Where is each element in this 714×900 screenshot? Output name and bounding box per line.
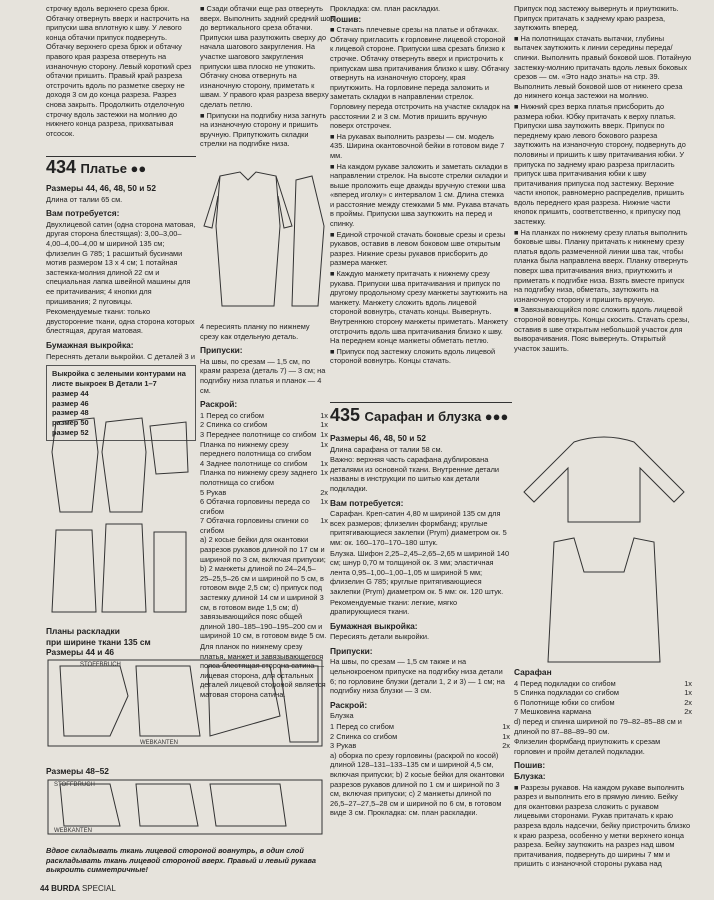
list-item: 1 Перед со сгибом 1x	[200, 410, 328, 420]
materials-heading: Вам потребуется:	[46, 208, 120, 219]
column-2	[200, 4, 336, 150]
text-block: ■ Разрезы рукавов. На каждом рукаве выполнить разрез и выполнить его в прямую линию. Бейку для окантовки разреза сложить с рукавом лицевыми сторонами. Рукав притачать к краю разреза вдоль надсечки, бейку пристрочить близко к краю разреза, особенно у метки верхнего конца разреза. Бейку заутюжить на разрез над швом притачивания, подвернуть до ширины 7 мм и пришить с изнаночной стороны рукава над	[514, 782, 691, 869]
note: Важно: верхняя часть сарафана дублирована деталями из основной ткани. Внутренние детали названы в инструкции по шитью как детали подкладки.	[330, 455, 500, 493]
list-item: 6 Полотнище юбки со сгибом 2x	[514, 697, 692, 707]
pattern-text: Пересиять детали выкройки.	[330, 632, 430, 642]
list-item: Планка по нижнему срезу переднего полотнища со сгибом 1x	[200, 439, 328, 459]
pattern-heading: Бумажная выкройка:	[46, 339, 134, 350]
layout-note: Вдвое складывать ткань лицевой стороной вовнутрь, в один слой раскладывать ткань лицевой стороной вверх. Правый и левый рукава выкроить симметричные!	[46, 846, 316, 875]
text-block: ■ Сзади обтачки еще раз отвернуть вверх. Выполнить задний средний шов до вертикального среза обтачки. Припуски шва разутюжить сверху до начала шагового закругления. На участке шагового закругления припуски шва плоско не утюжить. Обтачку снова отвернуть на изнаночную сторону, приметать к швам. У правого края разреза вверху сделать петлю.	[200, 4, 335, 109]
list-item: 3 Рукав 2x	[330, 741, 510, 751]
materials: Сарафан. Креп-сатин 4,80 м шириной 135 см для всех размеров; флизелин формбанд; круглые притягивающиеся заклепки (Prym) диаметром ок. 5 мм: ок. 160–170–170–180 штук.	[330, 509, 507, 547]
text-block: а) 2 косые бейки для окантовки разрезов рукавов длиной по 17 см и шириной по 3 см, включая припуски; b) 2 манжеты длиной по 24–24,5–25–25,5–26 см и шириной по 5 см, в готовом виде 2,5 см; c) припуск под застежку длиной 14 см и шириной 3 см, в готовом виде 1,5 см; d) завязывающийся пояс общей длиной 180–185–190–195–200 см и шириной 10 см, в готовом виде 5 см.	[200, 535, 327, 641]
text-block: ■ На полотнищах стачать вытачки, глубины вытачек заутюжить к линии середины переда/спинки. Выполнить правый боковой шов. Потайную застежку-молнию притачать вдоль левых боковых срезов — см. «Это надо знать» на стр. 39. Выполнить левый боковой шов от нижнего среза до нижнего конца застежки на молнию.	[514, 33, 692, 101]
text-block: d) перед и спинка шириной по 79–82–85–88 см и длиной по 87–88–89–90 см.	[514, 716, 682, 736]
sizes: Размеры 46, 48, 50 и 52	[330, 433, 427, 443]
dress-sketch	[200, 166, 328, 316]
text-block: ■ Нижний срез верха платья присборить до размера юбки. Юбку притачать к верху платья. Припуски шва заутюжить вверх. Припуск по переднему краю левого бокового разреза заутюжить на изнаночную сторону, подвернуть до половины и пришить к шву притачивания юбки. У припуска по заднему краю разреза пригласить припуск шва притачивания юбки к шву притачивания припуска под застежку. Верхние части кнопок, равномерно распределив, пришить вдоль переднего края разреза. Нижние части кнопок пришить, соответственно, к припуску под застежку.	[514, 101, 686, 227]
column-1	[46, 4, 196, 139]
text-block: ■ Единой строчкой стачать боковые срезы и срезы рукавов, оставив в левом боковом шве открытым разрез. Нижние срезы рукавов присборить до размера манжет.	[330, 229, 506, 268]
model-434-instructions	[200, 322, 328, 701]
allowances-heading: Припуски:	[200, 345, 243, 356]
cutting-heading: Раскрой:	[200, 399, 238, 410]
materials-blouse: Блузка. Шифон 2,25–2,45–2,65–2,65 м шириной 140 см; шнур 0,70 м толщиной ок. 3 мм; эластичная лента 0,95–1,00–1,00–1,05 м шириной 5 мм; флизелин G 785; круглые притягивающиеся заклепки (Prym) диаметром ок. 5 мм: ок. 120 штук.	[330, 548, 510, 596]
column-4	[514, 4, 692, 354]
text-block: ■ На планках по нижнему срезу платья выполнить боковые швы. Планку притачать к нижнему срезу платья вдоль размеченной линии шва так, чтобы планка была направлена вверх. Планку отвернуть поверх шва притачивания вниз, приутюжить и приметать к подгибке низа. Взять вместе припуск на подгибку низа, обметать, заутюжить на изнаночную сторону и пришить вручную.	[514, 227, 688, 304]
size-44: размер 44	[52, 389, 89, 399]
size-48: размер 48	[52, 408, 89, 418]
selvage-label: WEBKANTEN	[140, 740, 179, 746]
layout-subheading: при ширине ткани 135 см	[46, 636, 151, 647]
model-435-info	[330, 434, 510, 819]
layout-plan-2	[40, 776, 330, 838]
cutting-subheading: Блузка	[330, 711, 354, 721]
pattern-text: Переснять детали выкройки. С деталей 3 и	[46, 351, 195, 361]
text-block: а) оборка по срезу горловины (раскрой по косой) длиной 128–131–133–135 см и шириной 4,5 см, включая припуски; b) 2 косые бейки для окантовки разрезов рукавов длиной по 1 см и шириной по 3 см, включая припуски; c) 2 манжеты длиной по 26,5–27–27,5–28 см и шириной по 6 см, в готовом виде 3 см. Прокладка: см. план раскладки.	[330, 750, 505, 818]
page-number: 44	[40, 884, 49, 893]
model-434-header	[46, 156, 196, 183]
model-title: Платье ●●	[80, 161, 147, 176]
text-block: строчку вдоль верхнего среза брюк. Обтачку отвернуть вверх и настрочить на припуски шва вплотную к шву. У левого конца обтачки припуск подвернуть. Обтачку верхнего среза брюк и обтачку правого края разреза отвернуть на изнаночную сторону. Левый короткий срез обтачки пришить. Правый край разреза отстрочить вдоль по разметке сверху не доходя 3 см до конца разреза. Разрез снова закрыть. Продолжить отделочную строчку вдоль застежки на молнию до нижнего конца разреза, прихватывая отсосок.	[46, 4, 192, 138]
size-50: размер 50	[52, 418, 89, 428]
brand-name: BURDA	[51, 884, 80, 893]
model-number: 434	[46, 157, 77, 177]
fold-label: STOFFBRUCH	[54, 782, 95, 788]
list-item: 4 Заднее полотнище со сгибом 1x	[200, 458, 328, 468]
text-block: 4 пересиять планку по нижнему срезу как отдельную деталь.	[200, 322, 310, 341]
model-435-header	[330, 402, 512, 426]
text-block: Прокладка: см. план раскладки.	[330, 4, 441, 13]
list-item: 3 Переднее полотнище со сгибом 1x	[200, 429, 328, 439]
allowances-heading: Припуски:	[330, 645, 373, 656]
model-435-sarafan	[514, 668, 692, 870]
sewing-heading: Пошив:	[330, 13, 362, 24]
list-item: 5 Спинка подкладки со сгибом 1x	[514, 688, 692, 698]
sarafan-heading: Сарафан	[514, 667, 552, 677]
list-item: 1 Перед со сгибом 1x	[330, 722, 510, 732]
list-item: 2 Спинка со сгибом 1x	[330, 731, 510, 741]
text-block: ■ Припуски на подгибку низа загнуть на изнаночную сторону и пришить вручную. Припутюжить складки стрелки на подгибке низа.	[200, 110, 327, 149]
layout-heading-block	[46, 622, 196, 659]
model-434-info	[46, 184, 196, 445]
blouse-heading: Блузка:	[514, 770, 546, 781]
layout-sizes-2: Размеры 48–52	[46, 766, 109, 776]
model-title: Сарафан и блузка ●●●	[364, 409, 509, 424]
layout-heading: Планы раскладки	[46, 626, 120, 636]
size-46: размер 46	[52, 398, 89, 408]
sewing-heading: Пошив:	[514, 760, 546, 771]
list-item: 7 Мешковина кармана 2x	[514, 707, 692, 717]
recommended-fabrics: Рекомендуемые ткани: только двусторонние ткани, одна сторона которых блестящая, другая матовая.	[46, 307, 195, 336]
text-block: Для планок по нижнему срезу платья, манжет и завязывающегося пояса блестящая сторона сатина — лицевая сторона, для остальных деталей лицевой стороной является матовая сторона сатина.	[200, 642, 326, 699]
text-block: ■ Стачать плечевые срезы на платье и обтачках. Обтачку пригласить к горловине лицевой стороной к лицевой стороне. Припуски шва срезать близко к строчке. Обтачку отвернуть вверх и пристрочить к припускам шва притачивания близко к шву. Обтачку отвернуть на изнаночную сторону, края приутюжить. На горловине переда заложить и заметать складки в направлении стрелок. Горловину переда отстрочить на участке складок на расстоянии 2 и 3 см. Мотив пришить вручную поверх отстрочек.	[330, 25, 510, 131]
list-item: 7 Обтачка горловины спинки со сгибом 1x	[200, 516, 328, 535]
sarafan-blouse-sketch	[514, 422, 694, 666]
page-footer	[40, 884, 116, 893]
text-block: Припуск под застежку вывернуть и приутюжить. Припуск притачать к заднему краю разреза, заутюжить вперед.	[514, 4, 679, 33]
sizes: Размеры 44, 46, 48, 50 и 52	[46, 183, 156, 193]
cutting-heading: Раскрой:	[330, 699, 368, 710]
text-block: ■ На рукавах выполнить разрезы — см. модель 435. Ширина окантовочной бейки в готовом виде 7 мм.	[330, 131, 505, 160]
edition: SPECIAL	[81, 884, 116, 893]
materials: Двухлицевой сатин (одна сторона матовая, другая сторона блестящая): 3,00–3,00–4,00–4,00–4,00 м шириной 135 см; флизелин G 785; 1 расшитый бусинами мотив размером 13 х 4 см; 1 потайная застежка-молния длиной 22 см и специальная лапка швейной машины для ее притачивания; 4 кнопки для пришивания; 2 пуговицы.	[46, 219, 196, 306]
pattern-box-title: Выкройка с зелеными контурами на листе выкроек B Детали 1–7	[52, 369, 186, 388]
allowances: На швы, по срезам — 1,5 см, по краям разреза (деталь 7) — 3 см; на подгибку низа платья и планок — 4 см.	[200, 356, 326, 395]
text-block: ■ Припуск под застежку сложить вдоль лицевой стороной вовнутрь. Концы стачать.	[330, 346, 496, 366]
text-block: ■ Завязывающийся пояс сложить вдоль лицевой стороной вовнутрь. Концы скосить. Стачать срезы, оставив в шве открытым небольшой участок для выворачивания. Пояс вывернуть. Открытый участок зашить.	[514, 305, 690, 353]
size-52: размер 52	[52, 427, 89, 437]
list-item: 5 Рукав 2x	[200, 487, 328, 497]
pattern-pieces-illustration	[46, 412, 196, 617]
cutting-list	[200, 411, 328, 536]
text-block: ■ На каждом рукаве заложить и заметать складки в направлении стрелок. На высоте стрелки складки и выше проложить еще дважды вручную стежки шва «вперед иголку» с интервалом 1 см. Длина стежка и расстояние между стежками 5 мм. Рукава втачать в проймы. Припуски шва заутюжить на перед и спинку.	[330, 161, 510, 229]
allowances: На швы, по срезам — 1,5 см также и на цельнокроеном припуске на подгибку низа детали 6; по горловине блузки (детали 1, 2 и 3) — 1 см; на подгибку низа блузки — 3 см.	[330, 657, 505, 696]
layout-sizes-1: Размеры 44 и 46	[46, 647, 115, 658]
recommended-fabrics: Рекомендуемые ткани: легкие, мягко драпирующиеся ткани.	[330, 597, 458, 617]
length: Длина сарафана от талии 58 см.	[330, 444, 443, 454]
pattern-heading: Бумажная выкройка:	[330, 620, 418, 631]
model-number: 435	[330, 405, 361, 425]
fold-label: STOFFBRUCH	[80, 662, 121, 668]
text-block: Флизелин формбанд приутюжить к срезам горловин и пройм деталей подкладки.	[514, 737, 661, 756]
length: Длина от талии 65 см.	[46, 194, 123, 204]
selvage-label: WEBKANTEN	[54, 828, 93, 834]
materials-heading: Вам потребуется:	[330, 497, 404, 508]
column-3	[330, 4, 510, 367]
list-item: 6 Обтачка горловины переда со сгибом 1x	[200, 497, 328, 516]
text-block: ■ Каждую манжету притачать к нижнему срезу рукава. Припуски шва притачивания и припуск по другому продольному срезу манжеты заутюжить на манжету. Манжету сложить вдоль лицевой стороной вовнутрь, стачать концы. Вывернуть. Внутреннюю сторону манжеты приметать. Манжету отстрочить вдоль шва притачивания близко к шву. На переднем конце манжеты обметать петлю.	[330, 269, 508, 346]
list-item: Планка по нижнему срезу заднего полотнища со сгибом 1x	[200, 468, 328, 487]
list-item: 2 Спинка со сгибом 1x	[200, 420, 328, 430]
list-item: 4 Перед подкладки со сгибом 1x	[514, 678, 692, 688]
